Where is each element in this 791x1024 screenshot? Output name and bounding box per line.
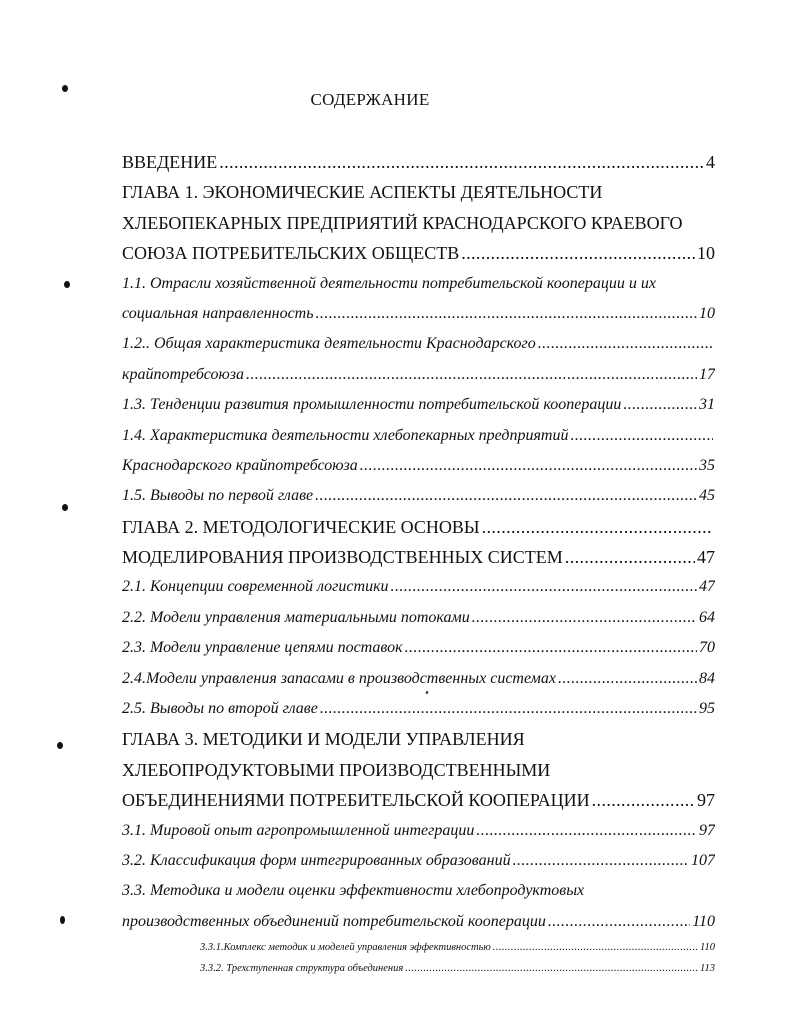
toc-page-number: 110 xyxy=(700,942,715,954)
toc-entry xyxy=(122,269,715,299)
toc-entry-text: 1.4. Характеристика деятельности хлебопекарных предприятий xyxy=(122,426,569,444)
toc-page-number: 84 xyxy=(699,669,715,687)
toc-entry-text: 2.3. Модели управление цепями поставок xyxy=(122,639,403,657)
toc-entry-text: ГЛАВА 1. ЭКОНОМИЧЕСКИЕ АСПЕКТЫ ДЕЯТЕЛЬНОСТИ xyxy=(122,182,603,203)
toc-page-number: 97 xyxy=(697,790,715,811)
binding-hole-mark xyxy=(64,281,70,288)
toc-entry xyxy=(122,147,715,177)
toc-entry-text: 3.3.2. Трехступенная структура объединения xyxy=(200,963,404,975)
toc-page-number: 110 xyxy=(692,912,715,930)
toc-entry-text: ХЛЕБОПРОДУКТОВЫМИ ПРОИЗВОДСТВЕННЫМИ xyxy=(122,759,551,780)
toc-entry xyxy=(122,876,715,906)
toc-entry xyxy=(122,390,715,420)
dot-leader xyxy=(482,512,713,542)
page-title: СОДЕРЖАНИЕ xyxy=(310,90,430,109)
toc-entry-text: 3.3.1.Комплекс методик и моделей управления эффективностью xyxy=(200,942,491,954)
toc-page-number: 17 xyxy=(699,365,715,383)
toc-entry-text: 3.3. Методика и модели оценки эффективности хлебопродуктовых xyxy=(122,882,585,900)
dot-leader xyxy=(316,299,697,329)
toc-page-number: 95 xyxy=(699,700,715,718)
dot-leader xyxy=(405,958,698,979)
binding-hole-mark xyxy=(57,742,63,749)
toc-entry-text: ОБЪЕДИНЕНИЯМИ ПОТРЕБИТЕЛЬСКОЙ КООПЕРАЦИИ xyxy=(122,790,590,811)
toc-entry xyxy=(122,664,715,694)
toc-entry-text: 1.3. Тенденции развития промышленности потребительской кооперации xyxy=(122,396,622,414)
toc-entry-text: 2.4.Модели управления запасами в производственных системах xyxy=(122,669,556,687)
toc-entry xyxy=(122,360,715,390)
toc-page-number: 47 xyxy=(699,578,715,596)
toc-entry xyxy=(122,542,715,572)
toc-entry-text: 2.2. Модели управления материальными потоками xyxy=(122,608,470,626)
dot-leader xyxy=(360,451,697,481)
dot-leader xyxy=(405,633,697,663)
dot-leader xyxy=(391,572,697,602)
toc-entry xyxy=(122,512,715,542)
toc-entry-text: СОЮЗА ПОТРЕБИТЕЛЬСКИХ ОБЩЕСТВ xyxy=(122,243,460,264)
toc-page-number: 113 xyxy=(700,963,715,975)
dot-leader xyxy=(461,238,695,268)
dot-leader xyxy=(320,694,697,724)
toc-entry xyxy=(122,816,715,846)
dot-leader xyxy=(570,421,713,451)
toc-entry xyxy=(122,208,715,238)
toc-page-number: 64 xyxy=(699,608,715,626)
toc-page-number: 10 xyxy=(697,243,715,264)
table-of-contents xyxy=(122,147,715,979)
toc-entry-text: 1.5. Выводы по первой главе xyxy=(122,487,314,505)
toc-entry-text: 3.2. Классификация форм интегрированных образований xyxy=(122,851,511,869)
binding-hole-mark xyxy=(62,504,68,511)
toc-page-number: 31 xyxy=(699,396,715,414)
toc-entry xyxy=(122,329,715,359)
toc-entry-text: 1.1. Отрасли хозяйственной деятельности потребительской кооперации и их xyxy=(122,274,656,292)
toc-page-number: 45 xyxy=(699,487,715,505)
toc-subentry xyxy=(122,937,715,958)
toc-entry xyxy=(122,846,715,876)
dot-leader xyxy=(493,937,698,958)
dot-leader xyxy=(476,816,697,846)
toc-entry-text: Краснодарского крайпотребсоюза xyxy=(122,456,358,474)
toc-entry xyxy=(122,907,715,937)
toc-entry xyxy=(122,572,715,602)
toc-entry-text: ХЛЕБОПЕКАРНЫХ ПРЕДПРИЯТИЙ КРАСНОДАРСКОГО КРАЕВОГО xyxy=(122,212,683,233)
dot-leader xyxy=(219,147,704,177)
toc-page-number: 47 xyxy=(697,547,715,568)
toc-page-number: 10 xyxy=(699,304,715,322)
dot-leader xyxy=(315,481,697,511)
toc-entry-text: 2.5. Выводы по второй главе xyxy=(122,700,318,718)
dot-leader xyxy=(548,907,690,937)
dot-leader xyxy=(513,846,689,876)
toc-entry xyxy=(122,694,715,724)
dot-leader xyxy=(565,542,695,572)
toc-page-number: 97 xyxy=(699,821,715,839)
dot-leader xyxy=(592,785,695,815)
toc-entry xyxy=(122,724,715,754)
toc-page-number: 107 xyxy=(691,851,715,869)
toc-entry xyxy=(122,481,715,511)
toc-page-number: 4 xyxy=(706,152,715,172)
dot-leader xyxy=(246,360,697,390)
binding-hole-mark xyxy=(60,916,65,924)
toc-entry xyxy=(122,603,715,633)
toc-entry xyxy=(122,755,715,785)
toc-entry xyxy=(122,177,715,207)
toc-entry-text: 3.1. Мировой опыт агропромышленной интеграции xyxy=(122,821,475,839)
dot-leader xyxy=(472,603,697,633)
toc-entry xyxy=(122,785,715,815)
toc-entry xyxy=(122,238,715,268)
toc-entry-text: производственных объединений потребительской кооперации xyxy=(122,912,546,930)
toc-entry-text: 1.2.. Общая характеристика деятельности Краснодарского xyxy=(122,335,536,353)
toc-page-number: 70 xyxy=(699,639,715,657)
toc-entry xyxy=(122,451,715,481)
dot-leader xyxy=(623,390,697,420)
toc-entry xyxy=(122,299,715,329)
toc-entry-text: ГЛАВА 3. МЕТОДИКИ И МОДЕЛИ УПРАВЛЕНИЯ xyxy=(122,729,525,750)
dot-leader xyxy=(538,329,713,359)
toc-entry-text: ГЛАВА 2. МЕТОДОЛОГИЧЕСКИЕ ОСНОВЫ xyxy=(122,516,480,537)
binding-hole-mark xyxy=(62,85,68,92)
toc-entry-text: МОДЕЛИРОВАНИЯ ПРОИЗВОДСТВЕННЫХ СИСТЕМ xyxy=(122,547,563,568)
toc-page-number: 35 xyxy=(699,456,715,474)
toc-entry-text: ВВЕДЕНИЕ xyxy=(122,152,218,172)
toc-entry-text: социальная направленность xyxy=(122,304,314,322)
toc-subentry xyxy=(122,958,715,979)
toc-entry-text: 2.1. Концепции современной логистики xyxy=(122,578,389,596)
toc-entry xyxy=(122,421,715,451)
toc-entry-text: крайпотребсоюза xyxy=(122,365,244,383)
dot-leader xyxy=(558,664,697,694)
toc-entry xyxy=(122,633,715,663)
